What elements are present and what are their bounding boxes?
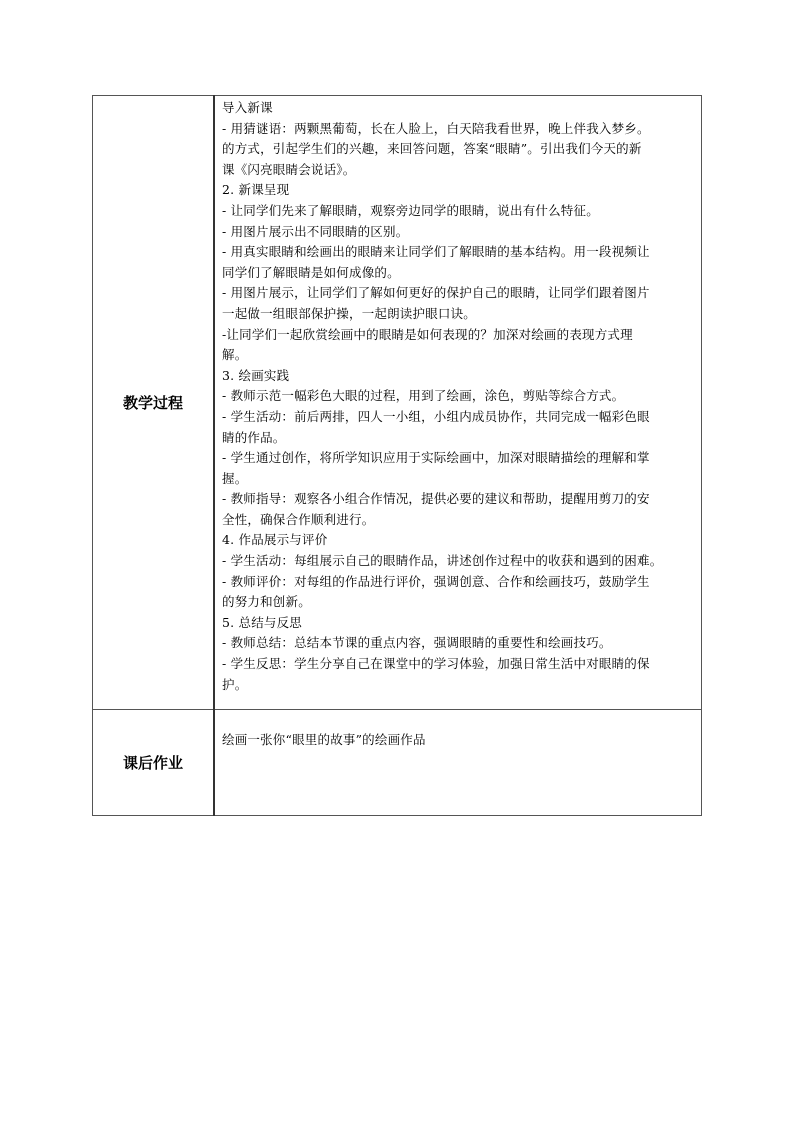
process-line: 的方式，引起学生们的兴趣，来回答问题，答案“眼睛”。引出我们今天的新: [222, 141, 642, 157]
process-line: 3. 绘画实践: [222, 367, 290, 383]
process-line: - 让同学们先来了解眼睛，观察旁边同学的眼睛，说出有什么特征。: [222, 202, 599, 218]
teaching-process-label: 教学过程: [93, 96, 215, 710]
process-line: - 教师总结：总结本节课的重点内容，强调眼睛的重要性和绘画技巧。: [222, 635, 612, 651]
homework-text: 绘画一张你“眼里的故事”的绘画作品: [222, 732, 426, 747]
process-line: 一起做一组眼部保护操，一起朗读护眼口诀。: [222, 305, 477, 321]
process-line: - 用图片展示出不同眼睛的区别。: [222, 223, 409, 239]
process-line: 4. 作品展示与评价: [222, 532, 328, 548]
process-line: - 用真实眼睛和绘画出的眼睛来让同学们了解眼睛的基本结构。用一段视频让: [222, 244, 650, 260]
process-line: - 教师指导：观察各小组合作情况，提供必要的建议和帮助，提醒用剪刀的安: [222, 491, 650, 507]
process-line: 护。: [222, 676, 248, 692]
process-line: 的努力和创新。: [222, 594, 311, 610]
process-line: 课《闪亮眼睛会说话》。: [222, 161, 356, 177]
process-line: - 用图片展示，让同学们了解如何更好的保护自己的眼睛，让同学们跟着图片: [222, 285, 650, 301]
teaching-process-content: [214, 96, 702, 710]
process-line: - 用猜谜语：两颗黑葡萄，长在人脸上，白天陪我看世界，晚上伴我入梦乡。: [222, 120, 650, 136]
process-line: - 学生活动：每组展示自己的眼睛作品，讲述创作过程中的收获和遇到的困难。: [222, 553, 663, 569]
homework-label: 课后作业: [93, 710, 215, 816]
process-line: -让同学们一起欣赏绘画中的眼睛是如何表现的？加深对绘画的表现方式理: [222, 326, 633, 342]
process-line: 握。: [222, 470, 248, 486]
process-line: - 学生通过创作，将所学知识应用于实际绘画中，加深对眼睛描绘的理解和掌: [222, 450, 650, 466]
process-line: 导入新课: [222, 100, 273, 115]
homework-row: [93, 710, 702, 816]
process-line: 同学们了解眼睛是如何成像的。: [222, 264, 400, 280]
process-line: - 教师示范一幅彩色大眼的过程，用到了绘画，涂色，剪贴等综合方式。: [222, 388, 625, 404]
process-line: - 学生反思：学生分享自己在课堂中的学习体验，加强日常生活中对眼睛的保: [222, 656, 650, 672]
process-line: - 学生活动：前后两排，四人一小组，小组内成员协作，共同完成一幅彩色眼: [222, 408, 650, 424]
process-line: 睛的作品。: [222, 429, 286, 445]
process-line: 解。: [222, 347, 248, 363]
teaching-process-row: [93, 96, 702, 710]
process-line: 2. 新课呈现: [222, 182, 290, 198]
lesson-plan-table: [92, 95, 702, 816]
process-line: - 教师评价：对每组的作品进行评价，强调创意、合作和绘画技巧，鼓励学生: [222, 573, 650, 589]
process-line: 5. 总结与反思: [222, 614, 302, 630]
process-line: 全性，确保合作顺利进行。: [222, 511, 375, 527]
homework-content: [214, 710, 702, 816]
